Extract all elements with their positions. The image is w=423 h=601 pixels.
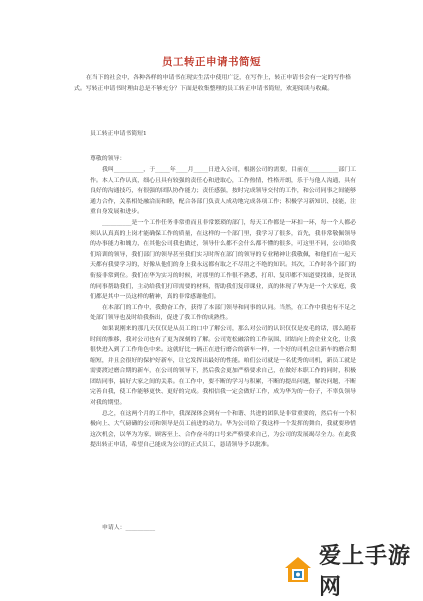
signature-line: 申请人：__________: [102, 525, 156, 531]
sample-heading: 员工转正申请书简短1: [90, 131, 147, 137]
body-paragraph: 我叫__________，于_____年____月_____日进入公司，根据公司的需要，目前在__________部门工作。本人工作认真，细心且具有较强的责任心和进取心，工作热情，性格开朗，乐于与他人沟通，具有良好的沟通技巧，有很强的团队协作能力；责任感强，按时完成领导交付的工作，和公司同事之间能够通力合作，关系相处融洽而和睦，配合各部门负责人成功地完成各项工作；积极学习新知识、技能，注重自身发展和进步。: [90, 167, 356, 216]
house-logo-icon: [283, 555, 313, 585]
body-paragraph: 如果说刚来的那几天仅仅是从员工的口中了解公司，那么对公司的认识仅仅是皮毛的话，那么随着时间的推移，我对公司也有了更为深刻的了解。公司宽松融洽的工作氛围、团结向上的企业文化，让我很快进入到了工作角色中来。这就好比一辆正在进行磨合的新车一样，一个好的司机会让新车的磨合期缩短，并且会很好的保护好新车，让它发挥出最好的性能。咱们公司就是一名优秀的司机，新员工就是需要渡过磨合期的新车，在公司的领导下，然后我会更加严格要求自己，在做好本职工作的同时，积极团结同事，搞好大家之间的关系。在工作中，要不断的学习与积累，不断的提出问题，解决问题，不断完善自我，使工作能够更快、更好的完成。我相信我一定会做好工作，成为华为的一份子，不辜负领导对我的期望。: [90, 325, 356, 407]
watermark-text: 爱上手游网: [319, 544, 412, 600]
letter-body: [90, 165, 356, 451]
intro-paragraph: 在当下的社会中，各种各样的申请书在现实生活中使用广泛，在写作上，转正申请书会有一定的写作格式。写转正申请书时理由总是不够充分？下面是收集整理的员工转正申请书简短，欢迎阅读与收藏。: [74, 75, 352, 92]
site-watermark[interactable]: [283, 544, 412, 600]
body-paragraph: 在本部门的工作中，我勤奋工作，获得了本部门领导和同事的认同。当然，在工作中我也有不足之处部门领导也及时给我指出，促进了我工作的成熟性。: [90, 304, 356, 322]
salutation: 尊敬的领导：: [90, 156, 126, 162]
body-paragraph: __________是一个工作任务非常重而且非常繁琐的部门，每天工作都是一环扣一环，每一个人都必须认认真真的上岗才能确保工作的质量，在这样的一个部门里，我学习了很多，首先，我非常敬佩领导的办事能力和魄力，在其他公司我也做过，领导什么都不会什么都不懂的很多，可这里不同，公司给我们培训的领导，我们部门的领导甚至我们实习时所在部门的领导的专业精神让我敬佩，和他们在一起天天都有我要学习的，好像从他们的身上我永远都有取之不尽用之不绝的知识。其次，工作时各个部门的衔接非常到位。我们在华为实习的时候，对那里的工作很不熟悉，打印、复印都不知道要找谁，是资讯的同事帮助我们，主动给我们打印需要的材料，帮助我们复印课业，真的体现了华为是一个大家庭，我们都是其中一员这样的精神，真的非常感谢他们。: [90, 219, 356, 301]
document-title: 员工转正申请书简短: [162, 56, 261, 68]
body-paragraph: 总之，在这两个月的工作中，我深深体会到有一个和谐、共进的团队是非常重要的，然后有一个积极向上、大气磅礴的公司和领导是员工前进的动力。华为公司给了我这样一个发挥的舞台，我就要珍惜这次机会，以华为为家，顾客至上、合作奋斗的口号来严格要求自己，为公司的发展竭尽全力。在此我提出转正申请，希望自己能成为公司的正式员工，恳请领导予以批准。: [90, 410, 356, 449]
